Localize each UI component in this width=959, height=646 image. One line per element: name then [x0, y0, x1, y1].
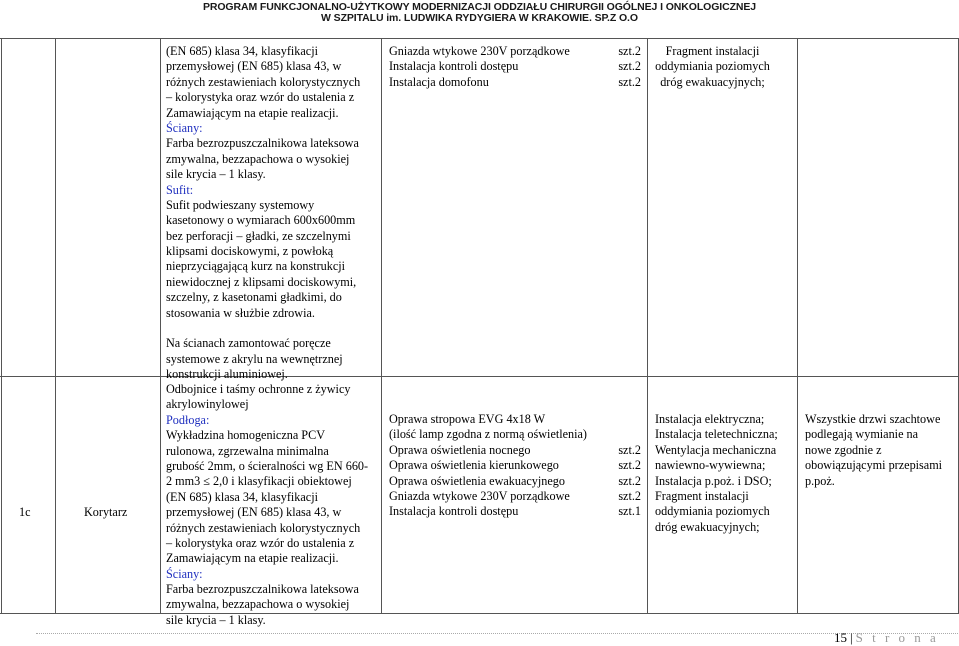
room-name: Korytarz: [84, 505, 128, 519]
text-line: różnych zestawieniach kolorystycznych: [166, 74, 361, 89]
equipment-item: [389, 443, 641, 458]
text-line: zmywalna, bezzapachowa o wysokiej: [166, 151, 350, 166]
equipment-qty: szt.1: [618, 504, 641, 519]
materials-cell-1c: [166, 382, 368, 628]
equipment-name: Oprawa oświetlenia kierunkowego: [389, 458, 559, 473]
text-line: przemysłowej (EN 685) klasa 43, w: [166, 505, 342, 520]
installations-cell-1c: [655, 412, 778, 535]
text-line: Wszystkie drzwi szachtowe: [805, 412, 941, 426]
section-label: Ściany:: [166, 566, 203, 581]
document-header-line2: W SZPITALU im. LUDWIKA RYDYGIERA W KRAKOWIE. SP.Z O.O: [321, 12, 638, 24]
text-line: Wykładzina homogeniczna PCV: [166, 428, 326, 443]
text-line: obowiązującymi przepisami: [805, 458, 943, 473]
text-line: oddymiania poziomych: [655, 504, 770, 519]
footer-rule: [36, 633, 958, 634]
col-divider-5: [797, 38, 798, 613]
text-line: Farba bezrozpuszczalnikowa lateksowa: [166, 136, 359, 151]
installations-cell-top: [655, 44, 770, 90]
page-footer: [834, 630, 939, 646]
text-line: – kolorystyka oraz wzór do ustalenia z: [166, 535, 355, 550]
text-line: Fragment instalacji: [665, 44, 760, 58]
text-line: (EN 685) klasa 34, klasyfikacji: [166, 44, 318, 58]
equipment-item: [389, 59, 641, 74]
equipment-item: [389, 474, 641, 489]
table-bottom-border: [0, 613, 959, 614]
text-line: systemowe z akrylu na wewnętrznej: [166, 351, 343, 366]
text-line: nawiewno-wywiewna;: [655, 458, 766, 473]
text-line: [166, 321, 360, 336]
equipment-item: [389, 75, 641, 90]
col-divider-2: [160, 38, 161, 613]
text-line: podlegają wymianie na: [805, 427, 919, 442]
text-line: różnych zestawieniach kolorystycznych: [166, 520, 361, 535]
text-line: nieprzyciągającą kurz na konstrukcji: [166, 259, 346, 274]
text-line: Farba bezrozpuszczalnikowa lateksowa: [166, 582, 359, 597]
text-line: przemysłowej (EN 685) klasa 43, w: [166, 59, 342, 74]
text-line: oddymiania poziomych: [655, 59, 770, 74]
equipment-name: Instalacja domofonu: [389, 74, 489, 89]
equipment-name: (ilość lamp zgodna z normą oświetlenia): [389, 427, 587, 442]
equipment-item: [389, 44, 641, 59]
equipment-name: Gniazda wtykowe 230V porządkowe: [389, 488, 570, 503]
text-line: p.poż.: [805, 473, 835, 488]
page-separator: |: [850, 630, 853, 645]
text-line: Instalacja p.poż. i DSO;: [655, 473, 772, 488]
equipment-item: [389, 427, 641, 442]
equipment-qty: szt.2: [618, 473, 641, 488]
equipment-name: Oprawa oświetlenia ewakuacyjnego: [389, 473, 565, 488]
text-line: nowe zgodnie z: [805, 442, 882, 457]
text-line: Fragment instalacji: [655, 488, 749, 503]
text-line: – kolorystyka oraz wzór do ustalenia z: [166, 90, 355, 105]
col-divider-4: [647, 38, 648, 613]
text-line: Sufit podwieszany systemowy: [166, 197, 315, 212]
equipment-item: [389, 458, 641, 473]
equipment-cell-1c: [389, 412, 641, 520]
remarks-cell-1c: [805, 412, 942, 489]
col-divider-3: [381, 38, 382, 613]
equipment-qty: szt.2: [618, 74, 641, 89]
text-line: stosowania w służbie zdrowia.: [166, 305, 315, 320]
equipment-qty: szt.2: [618, 59, 641, 74]
text-line: grubość 2mm, o ścieralności wg EN 660-: [166, 458, 369, 473]
text-line: dróg ewakuacyjnych;: [660, 74, 765, 89]
text-line: Zamawiającym na etapie realizacji.: [166, 105, 339, 120]
equipment-name: Oprawa oświetlenia nocnego: [389, 442, 531, 457]
equipment-name: Instalacja kontroli dostępu: [389, 504, 519, 519]
text-line: Instalacja teletechniczna;: [655, 427, 778, 442]
text-line: klipsami dociskowymi, z powłoką: [166, 244, 334, 259]
text-line: sile krycia – 1 klasy.: [166, 167, 266, 182]
page-number: 15: [834, 630, 847, 645]
col-divider-0: [1, 38, 2, 613]
table-top-border: [0, 38, 959, 39]
text-line: Instalacja elektryczna;: [655, 412, 765, 426]
materials-cell-top: [166, 44, 360, 383]
text-line: szczelny, z kasetonami gładkimi, do: [166, 290, 342, 305]
equipment-item: [389, 412, 641, 427]
equipment-item: [389, 489, 641, 504]
text-line: dróg ewakuacyjnych;: [655, 519, 760, 534]
text-line: Odbojnice i taśmy ochronne z żywicy: [166, 382, 351, 396]
section-label: Podłoga:: [166, 412, 210, 427]
equipment-name: Gniazda wtykowe 230V porządkowe: [389, 44, 570, 58]
text-line: akrylowinylowej: [166, 397, 249, 412]
text-line: (EN 685) klasa 34, klasyfikacji: [166, 489, 318, 504]
equipment-name: Oprawa stropowa EVG 4x18 W: [389, 412, 546, 426]
row-divider: [0, 376, 959, 377]
text-line: bez perforacji – gładki, ze szczelnymi: [166, 228, 351, 243]
equipment-name: Instalacja kontroli dostępu: [389, 59, 519, 74]
equipment-cell-top: [389, 44, 641, 90]
text-line: Wentylacja mechaniczna: [655, 442, 777, 457]
text-line: Zamawiającym na etapie realizacji.: [166, 551, 339, 566]
text-line: niewidocznej z klipsami dociskowymi,: [166, 274, 357, 289]
text-line: Na ścianach zamontować poręcze: [166, 336, 331, 351]
equipment-item: [389, 504, 641, 519]
equipment-qty: szt.2: [618, 442, 641, 457]
page-word: S t r o n a: [855, 630, 939, 645]
text-line: rulonowa, zgrzewalna minimalna: [166, 443, 329, 458]
section-label: Sufit:: [166, 182, 194, 197]
equipment-qty: szt.2: [618, 458, 641, 473]
text-line: sile krycia – 1 klasy.: [166, 612, 266, 627]
equipment-qty: szt.2: [618, 44, 641, 58]
text-line: kasetonowy o wymiarach 600x600mm: [166, 213, 356, 228]
text-line: zmywalna, bezzapachowa o wysokiej: [166, 597, 350, 612]
equipment-qty: szt.2: [618, 488, 641, 503]
text-line: 2 mm3 ≤ 2,0 i klasyfikacji obiektowej: [166, 474, 352, 489]
row-number: 1c: [19, 505, 31, 519]
text-line: konstrukcji aluminiowej.: [166, 367, 288, 382]
section-label: Ściany:: [166, 120, 203, 135]
document-header-line1: PROGRAM FUNKCJONALNO-UŻYTKOWY MODERNIZACJI ODDZIAŁU CHIRURGII OGÓLNEJ I ONKOLOGICZNEJ: [202, 1, 757, 13]
col-divider-1: [55, 38, 56, 613]
